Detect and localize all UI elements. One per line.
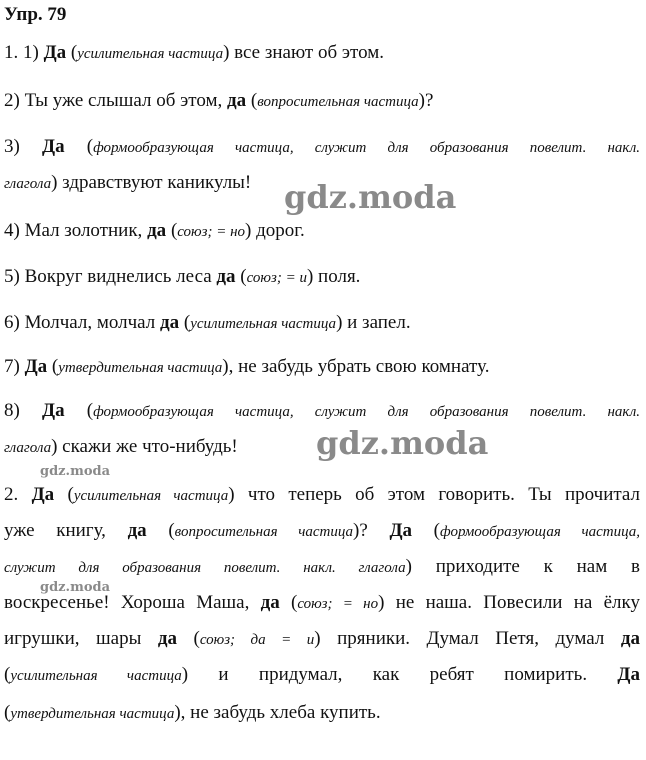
part2-line-4 [4,592,640,614]
text: уже книгу, [4,520,128,541]
grammar-note: служит для образования повелит. накл. глагола [4,560,406,576]
text: 7) [4,356,25,377]
text: ) дорог. [245,220,305,241]
text: ( [412,520,441,541]
sentence-7 [4,356,489,378]
grammar-note: усилительная частица [73,488,229,504]
text: ( [54,484,74,505]
text: ) скажи же что-нибудь! [51,436,238,457]
part2-line-2 [4,520,640,542]
text: ( [4,702,11,723]
text: ( [246,90,258,111]
watermark: gdz.moda [284,178,457,216]
watermark-small: gdz.moda [40,464,111,479]
grammar-note: союз; = но [297,596,379,612]
text: ( [279,592,298,613]
part2-line-7 [4,702,381,724]
particle-da: да [147,220,167,241]
text: воскресенье! Хороша Маша, [4,592,261,613]
text: 5) Вокруг виднелись леса [4,266,217,287]
text: 2) Ты уже слышал об этом, [4,90,227,111]
particle-da: Да [42,136,65,157]
grammar-note: усилительная частица [77,46,224,62]
particle-da: да [620,628,640,649]
particle-da: да [160,312,180,333]
particle-da: да [157,628,177,649]
grammar-note: формообразующая частица, [440,524,641,540]
grammar-note: утвердительная частица [10,706,175,722]
particle-da: Да [389,520,413,541]
text: ( [64,136,94,157]
text: ( [235,266,247,287]
grammar-note: утвердительная частица [58,360,223,376]
grammar-note: усилительная частица [10,668,182,684]
text: 3) [4,136,42,157]
particle-da: Да [24,356,48,377]
part2-line-6 [4,664,640,686]
text: )? [418,90,434,111]
particle-da: Да [617,664,640,685]
grammar-note: глагола [4,176,52,192]
text: ) поля. [306,266,361,287]
watermark-small: gdz.moda [40,580,111,595]
sentence-4 [4,220,305,242]
text: игрушки, шары [4,628,158,649]
particle-da: да [260,592,280,613]
text: ) не наша. Повесили на ёлку [378,592,640,613]
exercise-title: Упр. 79 [4,4,67,25]
particle-da: да [127,520,147,541]
text: ) приходите к нам в [405,556,640,577]
text: ) и придумал, как ребят помирить. [181,664,618,685]
sentence-6 [4,312,411,334]
text: ( [166,220,178,241]
particle-da: Да [31,484,55,505]
text: 2. [4,484,32,505]
grammar-note: вопросительная частица [257,94,419,110]
text: ) здравствуют каникулы! [51,172,252,193]
text: ( [64,400,94,421]
grammar-note: союз; = но [177,224,246,240]
part2-line-1 [4,484,640,506]
part2-line-3 [4,556,640,578]
text: ) пряники. Думал Петя, думал [314,628,621,649]
text: 8) [4,400,42,421]
grammar-note: формообразующая частица, служит для образования повелит. накл. [93,140,641,156]
text: ), не забудь хлеба купить. [174,702,381,723]
particle-da: да [216,266,236,287]
grammar-note: союз; = и [246,270,307,286]
text: ( [176,628,200,649]
text: ( [146,520,175,541]
particle-da: Да [42,400,65,421]
sentence-3-line-1 [4,136,640,158]
watermark: gdz.moda [316,424,489,462]
grammar-note: усилительная частица [190,316,337,332]
particle-da: Да [43,42,67,63]
part2-line-5 [4,628,640,650]
sentence-3-line-2 [4,172,251,194]
text: ( [179,312,191,333]
text: ( [4,664,11,685]
text: ) все знают об этом. [223,42,385,63]
sentence-2 [4,90,433,112]
particle-da: да [227,90,247,111]
sentence-8-line-1 [4,400,640,422]
grammar-note: глагола [4,440,52,456]
text: ) что теперь об этом говорить. Ты прочитал [228,484,640,505]
sentence-1 [4,42,384,64]
text: 4) Мал золотник, [4,220,148,241]
text: ( [47,356,59,377]
text: )? [353,520,390,541]
sentence-8-line-2 [4,436,238,458]
grammar-note: вопросительная частица [174,524,354,540]
text: ) и запел. [336,312,411,333]
text: 6) Молчал, молчал [4,312,161,333]
sentence-5 [4,266,360,288]
grammar-note: союз; да = и [199,632,315,648]
grammar-note: формообразующая частица, служит для образования повелит. накл. [93,404,641,420]
text: 1. 1) [4,42,44,63]
text: ), не забудь убрать свою комнату. [222,356,490,377]
text: ( [66,42,78,63]
